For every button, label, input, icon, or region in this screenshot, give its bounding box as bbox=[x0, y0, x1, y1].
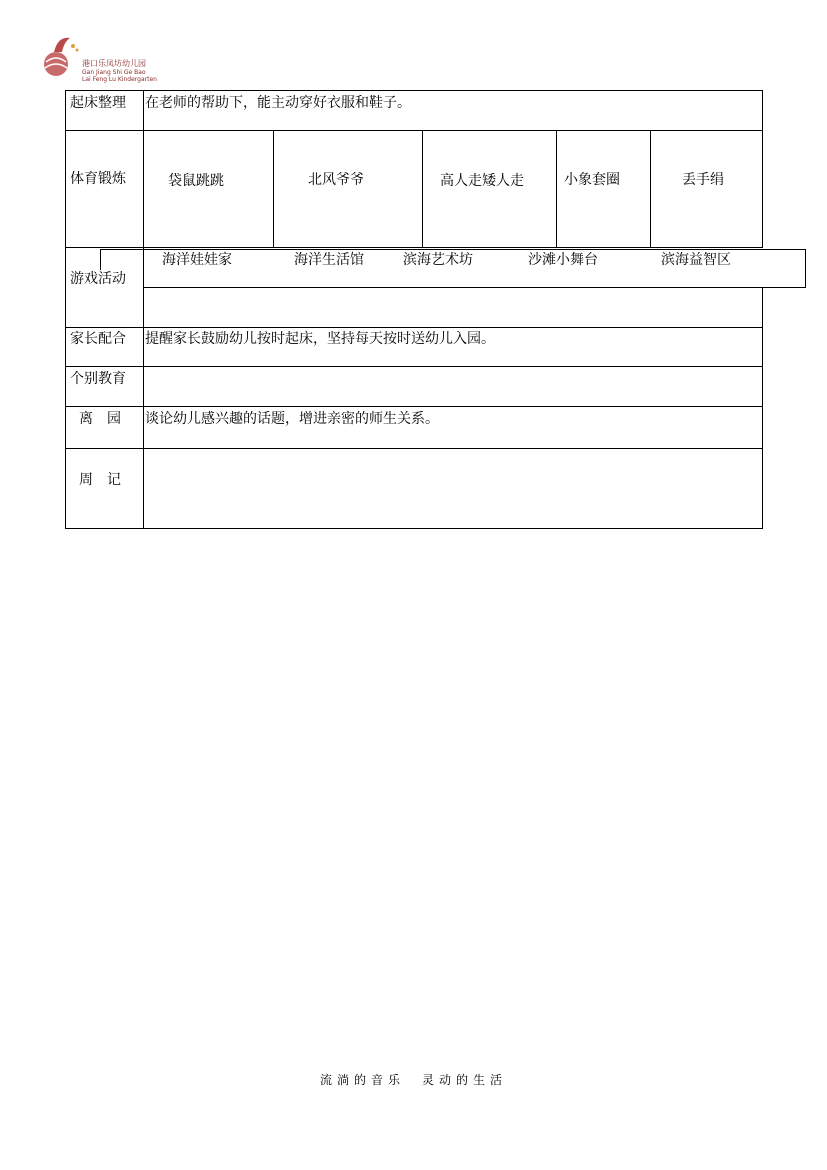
exercise-item: 北风爷爷 bbox=[308, 172, 364, 188]
exercise-item: 袋鼠跳跳 bbox=[168, 173, 224, 189]
wake-up-content: 在老师的帮助下，能主动穿好衣服和鞋子。 bbox=[145, 95, 411, 111]
row-label-exercise: 体育锻炼 bbox=[70, 171, 126, 187]
game-area-item: 海洋娃娃家 bbox=[162, 252, 232, 268]
departure-content: 谈论幼儿感兴趣的话题，增进亲密的师生关系。 bbox=[145, 411, 439, 427]
exercise-item: 小象套圈 bbox=[564, 172, 620, 188]
game-area-item: 沙滩小舞台 bbox=[528, 252, 598, 268]
row-label-wake-up: 起床整理 bbox=[70, 95, 126, 111]
logo-subtitle-2: Lai Feng Lu Kindergarten bbox=[82, 76, 157, 83]
game-area-item: 滨海益智区 bbox=[661, 252, 731, 268]
row-label-individual: 个别教育 bbox=[70, 371, 126, 387]
game-area-item: 海洋生活馆 bbox=[294, 252, 364, 268]
logo-emblem-icon bbox=[40, 32, 80, 80]
exercise-item: 丢手绢 bbox=[682, 172, 724, 188]
parents-content: 提醒家长鼓励幼儿按时起床，坚持每天按时送幼儿入园。 bbox=[145, 331, 495, 347]
exercise-item: 高人走矮人走 bbox=[440, 173, 524, 189]
logo-name: 港口乐凤坊幼儿园 bbox=[82, 59, 146, 68]
game-area-item: 滨海艺术坊 bbox=[403, 252, 473, 268]
row-label-departure: 离 园 bbox=[79, 411, 121, 427]
kindergarten-logo bbox=[40, 32, 157, 83]
logo-subtitle: Gan Jiang Shi Ge Bao bbox=[82, 69, 146, 76]
row-label-weekly-note: 周 记 bbox=[79, 472, 121, 488]
row-label-parents: 家长配合 bbox=[70, 331, 126, 347]
row-label-games: 游戏活动 bbox=[70, 271, 126, 287]
footer-slogan: 流淌的音乐 灵动的生活 bbox=[319, 1073, 507, 1087]
